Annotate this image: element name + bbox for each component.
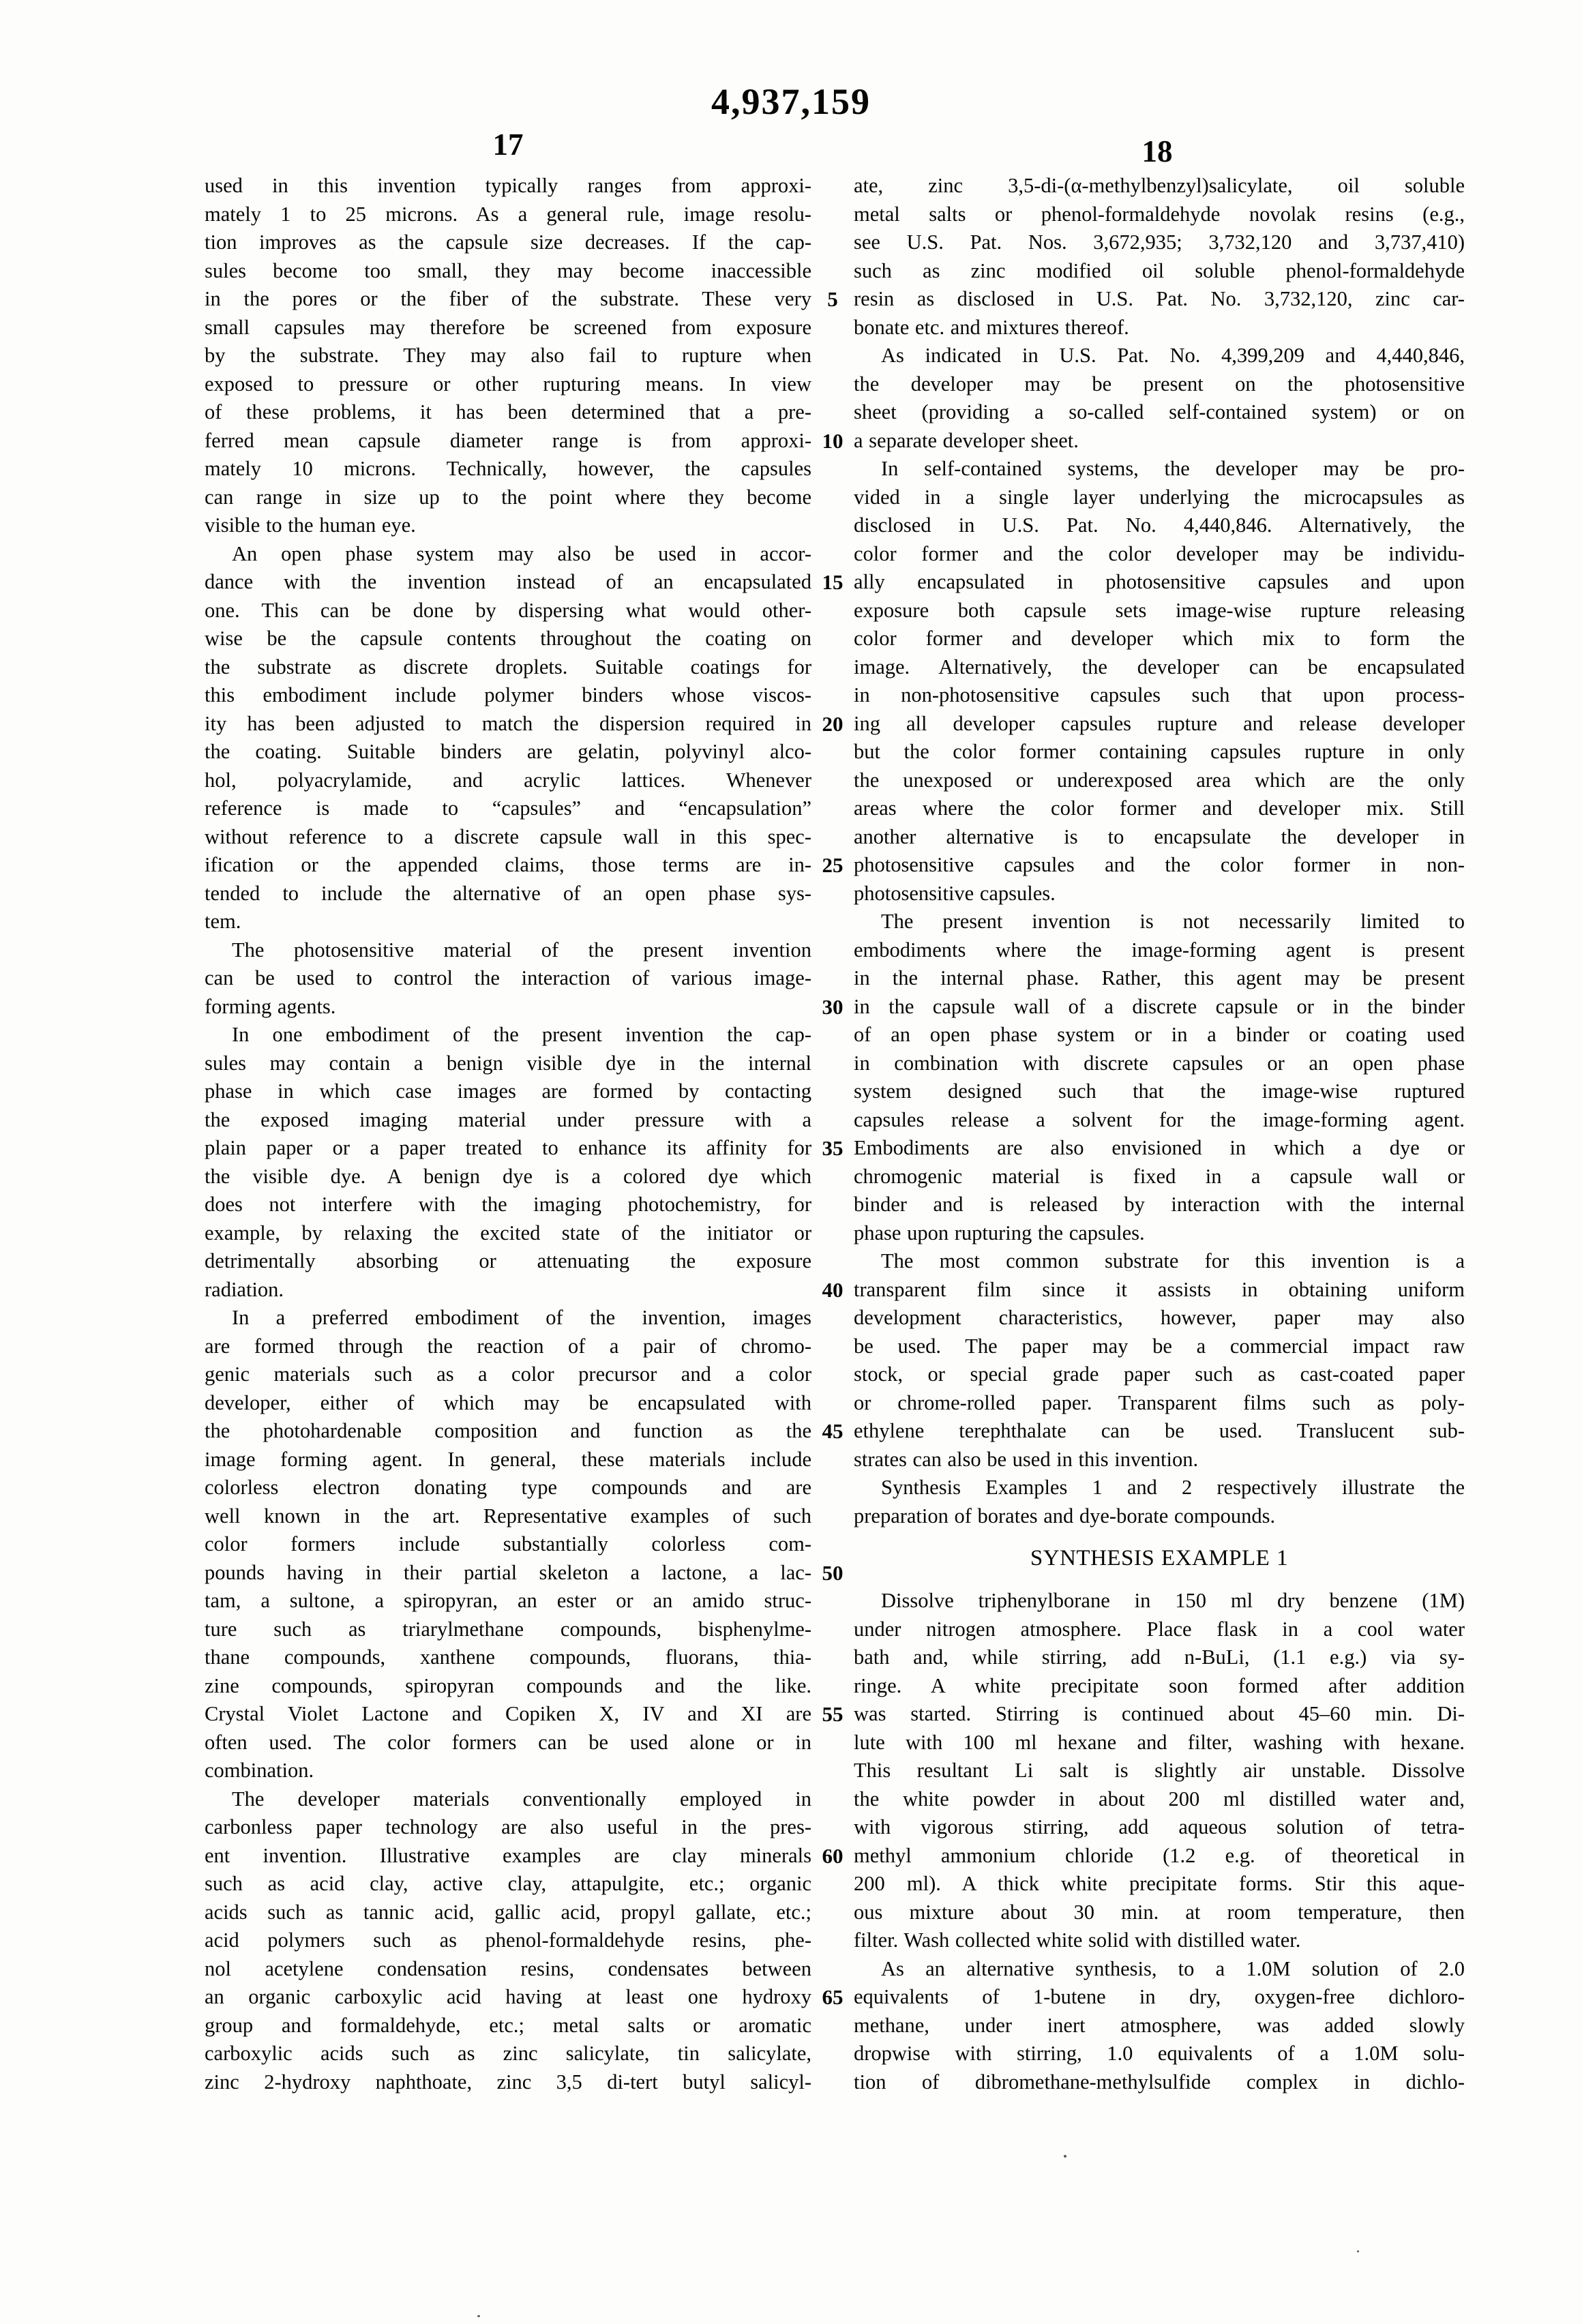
text-line: in the capsule wall of a discrete capsule or in the binder [854, 994, 1465, 1018]
text-line: Synthesis Examples 1 and 2 respectively illustrate the [881, 1476, 1465, 1499]
text-line: stock, or special grade paper such as cast-coated paper [854, 1362, 1465, 1386]
line-number: 40 [822, 1277, 844, 1302]
text-line: 200 ml). A thick white precipitate forms. Stir this aque- [854, 1872, 1465, 1895]
text-line: ous mixture about 30 min. at room temperature, then [854, 1900, 1465, 1924]
text-line: ally encapsulated in photosensitive capsules and upon [854, 570, 1465, 593]
text-line: an organic carboxylic acid having at least one hydroxy [205, 1985, 811, 2008]
text-line: carbonless paper technology are also useful in the pres- [205, 1815, 811, 1838]
text-line: image forming agent. In general, these materials include [205, 1447, 811, 1471]
text-line: exposure both capsule sets image-wise rupture releasing [854, 598, 1465, 622]
text-line: detrimentally absorbing or attenuating the exposure [205, 1249, 811, 1272]
text-line: does not interfere with the imaging photochemistry, for [205, 1193, 811, 1216]
line-number: 15 [822, 570, 844, 594]
text-line: methyl ammonium chloride (1.2 e.g. of theoretical in [854, 1843, 1465, 1867]
text-line: photosensitive capsules. [854, 881, 1056, 905]
text-line: filter. Wash collected white solid with distilled water. [854, 1928, 1301, 1952]
text-line: mately 10 microns. Technically, however, the capsules [205, 457, 811, 480]
scan-speck [477, 2315, 480, 2317]
text-line: group and formaldehyde, etc.; metal salts or aromatic [205, 2013, 811, 2037]
text-line: carboxylic acids such as zinc salicylate, tin salicylate, [205, 2042, 811, 2065]
text-line: areas where the color former and developer mix. Still [854, 796, 1465, 820]
text-line: capsules release a solvent for the image-forming agent. [854, 1107, 1465, 1131]
text-line: tion of dibromethane-methylsulfide complex in dichlo- [854, 2070, 1465, 2094]
text-line: This resultant Li salt is slightly air unstable. Dissolve [854, 1759, 1465, 1782]
text-line: resin as disclosed in U.S. Pat. No. 3,732,120, zinc car- [854, 287, 1465, 310]
line-number: 45 [822, 1419, 844, 1443]
text-line: such as acid clay, active clay, attapulgite, etc.; organic [205, 1872, 811, 1895]
text-line: ity has been adjusted to match the dispersion required in [205, 711, 811, 735]
column-number-right: 18 [1141, 134, 1173, 168]
text-line: see U.S. Pat. Nos. 3,672,935; 3,732,120 and 3,737,410) [854, 230, 1465, 254]
text-line: the developer may be present on the photosensitive [854, 372, 1465, 396]
text-line: As an alternative synthesis, to a 1.0M solution of 2.0 [881, 1956, 1465, 1980]
text-line: The present invention is not necessarily limited to [881, 910, 1465, 933]
text-line: equivalents of 1-butene in dry, oxygen-free dichloro- [854, 1985, 1465, 2008]
text-line: radiation. [205, 1277, 284, 1301]
text-line: metal salts or phenol-formaldehyde novolak resins (e.g., [854, 202, 1465, 226]
text-line: ing all developer capsules rupture and release developer [854, 711, 1465, 735]
text-line: preparation of borates and dye-borate compounds. [854, 1504, 1276, 1528]
text-line: plain paper or a paper treated to enhance its affinity for [205, 1136, 811, 1159]
text-line: Dissolve triphenylborane in 150 ml dry benzene (1M) [881, 1589, 1465, 1612]
text-line: the white powder in about 200 ml distilled water and, [854, 1787, 1465, 1811]
text-line: often used. The color formers can be used alone or in [205, 1730, 811, 1754]
text-line: system designed such that the image-wise ruptured [854, 1079, 1465, 1103]
text-line: be used. The paper may be a commercial impact raw [854, 1334, 1465, 1358]
text-line: ringe. A white precipitate soon formed after addition [854, 1673, 1465, 1697]
text-line: colorless electron donating type compounds and are [205, 1476, 811, 1499]
text-line: developer, either of which may be encapsulated with [205, 1390, 811, 1414]
scan-speck [1357, 2250, 1359, 2252]
text-line: tem. [205, 910, 241, 933]
text-line: thane compounds, xanthene compounds, fluorans, thia- [205, 1645, 811, 1669]
line-number: 65 [822, 1985, 844, 2009]
text-line: photosensitive capsules and the color former in non- [854, 853, 1465, 876]
text-line: forming agents. [205, 994, 336, 1018]
text-line: dropwise with stirring, 1.0 equivalents of a 1.0M solu- [854, 2042, 1465, 2065]
text-line: Crystal Violet Lactone and Copiken X, IV and XI are [205, 1702, 811, 1725]
text-line: in combination with discrete capsules or an open phase [854, 1051, 1465, 1075]
text-line: The most common substrate for this invention is a [881, 1249, 1465, 1272]
text-line: this embodiment include polymer binders whose viscos- [205, 683, 811, 706]
text-line: color formers include substantially colorless com- [205, 1532, 811, 1555]
text-line: a separate developer sheet. [854, 428, 1079, 452]
line-number: 35 [822, 1136, 844, 1160]
text-line: embodiments where the image-forming agent is present [854, 938, 1465, 962]
line-number: 50 [822, 1560, 844, 1585]
line-number: 25 [822, 853, 844, 877]
text-line: ethylene terephthalate can be used. Translucent sub- [854, 1419, 1465, 1442]
text-line: the exposed imaging material under pressure with a [205, 1107, 811, 1131]
text-line: the coating. Suitable binders are gelatin, polyvinyl alco- [205, 740, 811, 763]
text-line: small capsules may therefore be screened from exposure [205, 315, 811, 339]
text-line: ification or the appended claims, those terms are in- [205, 853, 811, 876]
text-line: pounds having in their partial skeleton a lactone, a lac- [205, 1560, 811, 1584]
text-line: disclosed in U.S. Pat. No. 4,440,846. Alternatively, the [854, 513, 1465, 537]
text-line: are formed through the reaction of a pair of chromo- [205, 1334, 811, 1358]
text-line: methane, under inert atmosphere, was added slowly [854, 2013, 1465, 2037]
text-line: An open phase system may also be used in accor- [232, 541, 811, 565]
text-line: As indicated in U.S. Pat. No. 4,399,209 and 4,440,846, [881, 344, 1465, 367]
text-line: zinc 2-hydroxy naphthoate, zinc 3,5 di-tert butyl salicyl- [205, 2070, 811, 2094]
text-line: reference is made to “capsules” and “encapsulation” [205, 796, 811, 820]
text-line: vided in a single layer underlying the microcapsules as [854, 485, 1465, 509]
text-line: the unexposed or underexposed area which are the only [854, 768, 1465, 792]
text-line: chromogenic material is fixed in a capsule wall or [854, 1164, 1465, 1188]
scan-speck [1064, 2155, 1066, 2158]
line-number-gutter [813, 172, 852, 2102]
text-line: bath and, while stirring, add n-BuLi, (1.1 e.g.) via sy- [854, 1645, 1465, 1669]
text-line: genic materials such as a color precursor and a color [205, 1362, 811, 1386]
text-line: in non-photosensitive capsules such that upon process- [854, 683, 1465, 706]
text-line: mately 1 to 25 microns. As a general rule, image resolu- [205, 202, 811, 226]
text-line: combination. [205, 1759, 314, 1782]
text-line: another alternative is to encapsulate the developer in [854, 824, 1465, 848]
right-text-column [854, 172, 1465, 2096]
line-number: 20 [822, 711, 844, 736]
text-line: well known in the art. Representative examples of such [205, 1504, 811, 1528]
section-heading: SYNTHESIS EXAMPLE 1 [1030, 1546, 1289, 1570]
text-line: In a preferred embodiment of the invention, images [232, 1306, 811, 1329]
line-number: 10 [822, 428, 844, 453]
text-line: the visible dye. A benign dye is a colored dye which [205, 1164, 811, 1188]
text-line: by the substrate. They may also fail to rupture when [205, 344, 811, 367]
text-line: The developer materials conventionally employed in [232, 1787, 811, 1811]
text-line: sheet (providing a so-called self-contained system) or on [854, 400, 1465, 423]
line-number: 60 [822, 1843, 844, 1868]
text-line: In one embodiment of the present invention the cap- [232, 1023, 811, 1046]
text-line: dance with the invention instead of an encapsulated [205, 570, 811, 593]
text-line: with vigorous stirring, add aqueous solution of tetra- [854, 1815, 1465, 1838]
text-line: can range in size up to the point where they become [205, 485, 811, 509]
text-line: nol acetylene condensation resins, condensates between [205, 1956, 811, 1980]
text-line: zine compounds, spiropyran compounds and the like. [205, 1673, 811, 1697]
text-line: hol, polyacrylamide, and acrylic lattices. Whenever [205, 768, 811, 792]
text-line: under nitrogen atmosphere. Place flask in a cool water [854, 1617, 1465, 1641]
text-line: visible to the human eye. [205, 513, 416, 537]
text-line: color former and the color developer may be individu- [854, 541, 1465, 565]
text-line: was started. Stirring is continued about 45–60 min. Di- [854, 1702, 1465, 1725]
text-line: In self-contained systems, the developer may be pro- [881, 457, 1465, 480]
text-line: acids such as tannic acid, gallic acid, propyl gallate, etc.; [205, 1900, 811, 1924]
text-line: Embodiments are also envisioned in which a dye or [854, 1136, 1465, 1159]
text-line: development characteristics, however, paper may also [854, 1306, 1465, 1329]
line-number: 30 [822, 994, 844, 1019]
text-line: ent invention. Illustrative examples are clay minerals [205, 1843, 811, 1867]
text-line: example, by relaxing the excited state of the initiator or [205, 1221, 811, 1245]
text-line: binder and is released by interaction with the internal [854, 1193, 1465, 1216]
text-line: of these problems, it has been determined that a pre- [205, 400, 811, 423]
left-text-column [205, 172, 811, 2096]
text-line: without reference to a discrete capsule wall in this spec- [205, 824, 811, 848]
text-line: sules become too small, they may become inaccessible [205, 258, 811, 282]
text-line: tended to include the alternative of an open phase sys- [205, 881, 811, 905]
text-line: strates can also be used in this invention. [854, 1447, 1199, 1471]
text-line: can be used to control the interaction of various image- [205, 966, 811, 989]
text-line: one. This can be done by dispersing what would other- [205, 598, 811, 622]
text-line: The photosensitive material of the present invention [232, 938, 811, 962]
text-line: the photohardenable composition and function as the [205, 1419, 811, 1442]
text-line: acid polymers such as phenol-formaldehyde resins, phe- [205, 1928, 811, 1952]
text-line: ferred mean capsule diameter range is from approxi- [205, 428, 811, 452]
text-line: or chrome-rolled paper. Transparent films such as poly- [854, 1390, 1465, 1414]
text-line: sules may contain a benign visible dye in the internal [205, 1051, 811, 1075]
text-line: used in this invention typically ranges from approxi- [205, 174, 811, 197]
text-line: bonate etc. and mixtures thereof. [854, 315, 1129, 339]
text-line: of an open phase system or in a binder or coating used [854, 1023, 1465, 1046]
text-line: phase in which case images are formed by contacting [205, 1079, 811, 1103]
text-line: such as zinc modified oil soluble phenol-formaldehyde [854, 258, 1465, 282]
text-line: in the pores or the fiber of the substrate. These very [205, 287, 811, 310]
text-line: wise be the capsule contents throughout the coating on [205, 627, 811, 650]
text-line: in the internal phase. Rather, this agent may be present [854, 966, 1465, 989]
text-line: exposed to pressure or other rupturing means. In view [205, 372, 811, 396]
text-line: color former and developer which mix to form the [854, 627, 1465, 650]
patent-number: 4,937,159 [711, 81, 871, 122]
text-line: phase upon rupturing the capsules. [854, 1221, 1145, 1245]
text-line: tion improves as the capsule size decreases. If the cap- [205, 230, 811, 254]
text-line: tam, a sultone, a spiropyran, an ester or an amido struc- [205, 1589, 811, 1612]
text-line: lute with 100 ml hexane and filter, washing with hexane. [854, 1730, 1465, 1754]
text-line: the substrate as discrete droplets. Suitable coatings for [205, 655, 811, 679]
text-line: ate, zinc 3,5-di-(α-methylbenzyl)salicylate, oil soluble [854, 174, 1465, 197]
column-number-left: 17 [492, 128, 524, 162]
text-line: but the color former containing capsules rupture in only [854, 740, 1465, 763]
text-line: ture such as triarylmethane compounds, bisphenylme- [205, 1617, 811, 1641]
text-line: image. Alternatively, the developer can be encapsulated [854, 655, 1465, 679]
line-number: 5 [827, 287, 838, 311]
line-number: 55 [822, 1702, 844, 1726]
text-line: transparent film since it assists in obtaining uniform [854, 1277, 1465, 1301]
